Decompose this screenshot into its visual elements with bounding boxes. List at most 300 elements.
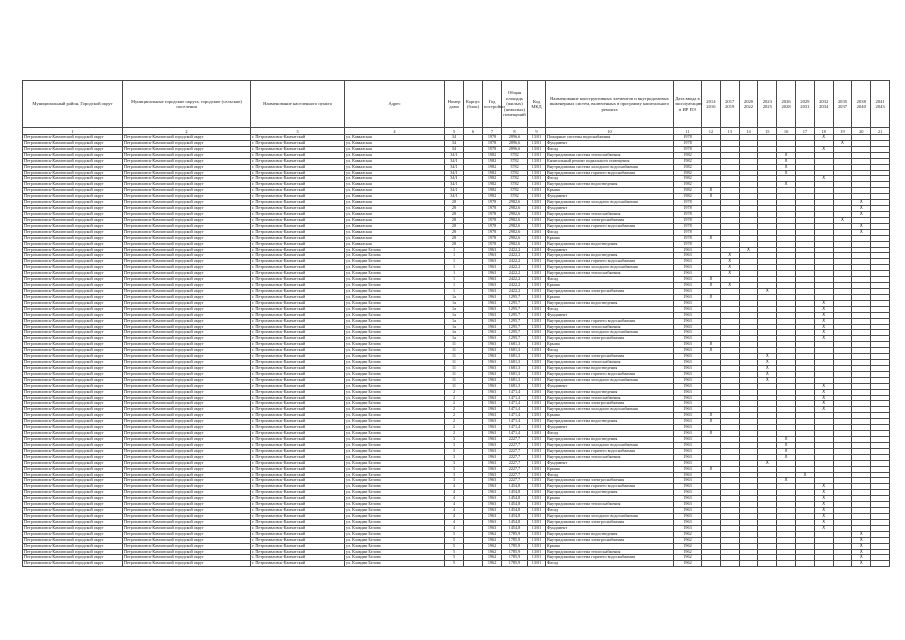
column-number: 11 [674,128,702,135]
area-cell: 1295,7 [502,300,528,306]
house-cell: 1а [445,318,464,324]
city-cell: г. Петропавловск-Камчатский [251,472,345,478]
code-cell: 13/01 [528,425,546,431]
area-cell: 1295,7 [502,324,528,330]
region-cell: Петропавловск-Камчатский городской округ [23,182,123,188]
settlement-cell: Петропавловск-Камчатский городской округ [123,508,251,514]
column-header: 2038 2040 [852,81,871,128]
period-mark: X [758,360,777,366]
code-cell: 13/01 [528,543,546,549]
city-cell: г. Петропавловск-Камчатский [251,448,345,454]
work-cell: Внутридомовая система теплоснабжения [546,454,674,460]
region-cell: Петропавловск-Камчатский городской округ [23,537,123,543]
region-cell: Петропавловск-Камчатский городской округ [23,241,123,247]
table-row [23,561,890,567]
period-mark: X [758,354,777,360]
area-cell: 1785,9 [502,543,528,549]
year-cell: 1963 [483,383,502,389]
date-cell: 1963 [674,383,702,389]
house-cell: 1а [445,300,464,306]
area-cell: 2227,7 [502,454,528,460]
column-number: 10 [546,128,674,135]
date-cell: 1963 [674,508,702,514]
street-cell: ул. Клавдии Белова [345,389,445,395]
work-cell: Фундамент [546,247,674,253]
year-cell: 1963 [483,318,502,324]
work-cell: Фундамент [546,425,674,431]
region-cell: Петропавловск-Камчатский городской округ [23,336,123,342]
period-mark: X [814,389,833,395]
region-cell: Петропавловск-Камчатский городской округ [23,342,123,348]
street-cell: ул. Клавдии Белова [345,383,445,389]
house-cell: 5 [445,537,464,543]
code-cell: 13/01 [528,146,546,152]
settlement-cell: Петропавловск-Камчатский городской округ [123,188,251,194]
area-cell: 2896,6 [502,135,528,141]
year-cell: 1963 [483,354,502,360]
code-cell: 13/01 [528,259,546,265]
year-cell: 1963 [483,306,502,312]
street-cell: ул. Клавдии Белова [345,531,445,537]
area-cell: 2227,7 [502,448,528,454]
year-cell: 1982 [483,182,502,188]
code-cell: 13/01 [528,377,546,383]
column-number: 8 [502,128,528,135]
street-cell: ул. Кавказская [345,152,445,158]
work-cell: Фасад [546,277,674,283]
region-cell: Петропавловск-Камчатский городской округ [23,176,123,182]
work-cell: Внутридомовая система холодного водоснабжения [546,200,674,206]
column-header: Код МКД [528,81,546,128]
house-cell: 4 [445,525,464,531]
date-cell: 1963 [674,300,702,306]
house-cell: 34/1 [445,170,464,176]
house-cell: 2 [445,395,464,401]
area-cell: 1454,8 [502,484,528,490]
region-cell: Петропавловск-Камчатский городской округ [23,235,123,241]
column-header: 2032 2034 [814,81,833,128]
settlement-cell: Петропавловск-Камчатский городской округ [123,431,251,437]
work-cell: Внутридомовая система горячего водоснабжения [546,555,674,561]
work-cell: Фундамент [546,194,674,200]
work-cell: Внутридомовая система теплоснабжения [546,152,674,158]
street-cell: ул. Клавдии Белова [345,543,445,549]
settlement-cell: Петропавловск-Камчатский городской округ [123,543,251,549]
year-cell: 1978 [483,211,502,217]
area-cell: 3782 [502,182,528,188]
region-cell: Петропавловск-Камчатский городской округ [23,401,123,407]
work-cell: Внутридомовая система горячего водоснабжения [546,484,674,490]
code-cell: 13/01 [528,437,546,443]
date-cell: 1963 [674,259,702,265]
code-cell: 13/01 [528,271,546,277]
year-cell: 1962 [483,537,502,543]
date-cell: 1963 [674,431,702,437]
region-cell: Петропавловск-Камчатский городской округ [23,484,123,490]
area-cell: 3782 [502,152,528,158]
column-number: 17 [795,128,814,135]
period-mark: X [814,318,833,324]
period-cell [739,561,758,567]
region-cell: Петропавловск-Камчатский городской округ [23,472,123,478]
work-cell: Крыша [546,235,674,241]
year-cell: 1963 [483,401,502,407]
code-cell: 13/01 [528,555,546,561]
work-cell: Фасад [546,229,674,235]
period-mark: X [720,265,739,271]
street-cell: ул. Клавдии Белова [345,360,445,366]
settlement-cell: Петропавловск-Камчатский городской округ [123,288,251,294]
code-cell: 13/01 [528,454,546,460]
year-cell: 1963 [483,413,502,419]
region-cell: Петропавловск-Камчатский городской округ [23,170,123,176]
city-cell: г. Петропавловск-Камчатский [251,371,345,377]
area-cell: 1454,8 [502,496,528,502]
street-cell: ул. Кавказская [345,241,445,247]
street-cell: ул. Клавдии Белова [345,460,445,466]
date-cell: 1978 [674,146,702,152]
city-cell: г. Петропавловск-Камчатский [251,377,345,383]
settlement-cell: Петропавловск-Камчатский городской округ [123,247,251,253]
year-cell: 1963 [483,472,502,478]
area-cell: 1681,3 [502,377,528,383]
code-cell: 13/01 [528,206,546,212]
region-cell: Петропавловск-Камчатский городской округ [23,294,123,300]
period-mark: X [814,383,833,389]
city-cell: г. Петропавловск-Камчатский [251,283,345,289]
area-cell: 1785,9 [502,531,528,537]
repair-schedule-table [22,80,890,567]
region-cell: Петропавловск-Камчатский городской округ [23,140,123,146]
year-cell: 1978 [483,200,502,206]
region-cell: Петропавловск-Камчатский городской округ [23,383,123,389]
settlement-cell: Петропавловск-Камчатский городской округ [123,348,251,354]
city-cell: г. Петропавловск-Камчатский [251,336,345,342]
code-cell: 13/01 [528,431,546,437]
street-cell: ул. Клавдии Белова [345,259,445,265]
city-cell: г. Петропавловск-Камчатский [251,431,345,437]
settlement-cell: Петропавловск-Камчатский городской округ [123,389,251,395]
column-header: 2026 2028 [777,81,796,128]
street-cell: ул. Кавказская [345,206,445,212]
area-cell: 3782 [502,188,528,194]
work-cell: Фасад [546,508,674,514]
date-cell: 1963 [674,401,702,407]
region-cell: Петропавловск-Камчатский городской округ [23,395,123,401]
code-cell: 13/01 [528,508,546,514]
settlement-cell: Петропавловск-Камчатский городской округ [123,200,251,206]
period-mark: X [777,442,796,448]
settlement-cell: Петропавловск-Камчатский городской округ [123,407,251,413]
date-cell: 1963 [674,247,702,253]
house-cell: 3 [445,454,464,460]
work-cell: Крыша [546,466,674,472]
year-cell: 1963 [483,442,502,448]
year-cell: 1978 [483,146,502,152]
date-cell: 1978 [674,223,702,229]
code-cell: 13/01 [528,330,546,336]
code-cell: 13/01 [528,140,546,146]
region-cell: Петропавловск-Камчатский городской округ [23,194,123,200]
city-cell: г. Петропавловск-Камчатский [251,217,345,223]
date-cell: 1962 [674,537,702,543]
area-cell: 1295,7 [502,330,528,336]
date-cell: 1963 [674,306,702,312]
work-cell: Фундамент [546,460,674,466]
city-cell: г. Петропавловск-Камчатский [251,200,345,206]
settlement-cell: Петропавловск-Камчатский городской округ [123,318,251,324]
date-cell: 1963 [674,413,702,419]
street-cell: ул. Клавдии Белова [345,265,445,271]
settlement-cell: Петропавловск-Камчатский городской округ [123,253,251,259]
city-cell: г. Петропавловск-Камчатский [251,460,345,466]
area-cell: 2422,2 [502,283,528,289]
house-cell: 34 [445,146,464,152]
area-cell: 1785,9 [502,555,528,561]
area-cell: 1471,4 [502,389,528,395]
period-mark: X [702,283,721,289]
settlement-cell: Петропавловск-Камчатский городской округ [123,283,251,289]
date-cell: 1963 [674,496,702,502]
date-cell: 1963 [674,448,702,454]
code-cell: 13/01 [528,294,546,300]
settlement-cell: Петропавловск-Камчатский городской округ [123,306,251,312]
region-cell: Петропавловск-Камчатский городской округ [23,543,123,549]
house-cell: 4 [445,519,464,525]
street-cell: ул. Кавказская [345,164,445,170]
street-cell: ул. Клавдии Белова [345,484,445,490]
house-cell: 34/1 [445,176,464,182]
date-cell: 1963 [674,283,702,289]
year-cell: 1978 [483,140,502,146]
house-cell: 1 [445,277,464,283]
city-cell: г. Петропавловск-Камчатский [251,354,345,360]
year-cell: 1963 [483,253,502,259]
city-cell: г. Петропавловск-Камчатский [251,365,345,371]
work-cell: Внутридомовая система электроснабжения [546,217,674,223]
house-cell: 34/1 [445,182,464,188]
street-cell: ул. Клавдии Белова [345,407,445,413]
code-cell: 13/01 [528,419,546,425]
settlement-cell: Петропавловск-Камчатский городской округ [123,502,251,508]
settlement-cell: Петропавловск-Камчатский городской округ [123,158,251,164]
settlement-cell: Петропавловск-Камчатский городской округ [123,300,251,306]
city-cell: г. Петропавловск-Камчатский [251,312,345,318]
year-cell: 1978 [483,135,502,141]
area-cell: 3782 [502,194,528,200]
code-cell: 13/01 [528,164,546,170]
work-cell: Внутридомовая система водоотведения [546,300,674,306]
period-mark: X [758,288,777,294]
region-cell: Петропавловск-Камчатский городской округ [23,259,123,265]
street-cell: ул. Клавдии Белова [345,502,445,508]
code-cell: 13/01 [528,229,546,235]
work-cell: Крыша [546,543,674,549]
street-cell: ул. Кавказская [345,235,445,241]
area-cell: 2982,6 [502,211,528,217]
region-cell: Петропавловск-Камчатский городской округ [23,164,123,170]
area-cell: 1295,7 [502,306,528,312]
year-cell: 1963 [483,294,502,300]
settlement-cell: Петропавловск-Камчатский городской округ [123,401,251,407]
city-cell: г. Петропавловск-Камчатский [251,324,345,330]
year-cell: 1963 [483,437,502,443]
city-cell: г. Петропавловск-Камчатский [251,330,345,336]
settlement-cell: Петропавловск-Камчатский городской округ [123,525,251,531]
date-cell: 1982 [674,182,702,188]
house-cell: 11 [445,365,464,371]
settlement-cell: Петропавловск-Камчатский городской округ [123,259,251,265]
code-cell: 13/01 [528,318,546,324]
area-cell: 2982,6 [502,229,528,235]
street-cell: ул. Клавдии Белова [345,377,445,383]
settlement-cell: Петропавловск-Камчатский городской округ [123,490,251,496]
period-cell [795,561,814,567]
period-mark: X [702,194,721,200]
area-cell: 1454,8 [502,490,528,496]
city-cell: г. Петропавловск-Камчатский [251,425,345,431]
settlement-cell: Петропавловск-Камчатский городской округ [123,472,251,478]
region-cell: Петропавловск-Камчатский городской округ [23,288,123,294]
date-cell: 1963 [674,454,702,460]
area-cell: 1681,3 [502,360,528,366]
area-cell: 2422,2 [502,271,528,277]
code-cell: 13/01 [528,188,546,194]
year-cell: 1978 [483,235,502,241]
area-cell: 1471,4 [502,425,528,431]
house-cell: 28 [445,206,464,212]
work-cell: Фундамент [546,206,674,212]
date-cell: 1963 [674,271,702,277]
settlement-cell: Петропавловск-Камчатский городской округ [123,342,251,348]
code-cell: 13/01 [528,253,546,259]
area-cell: 2982,6 [502,223,528,229]
code-cell: 13/01 [528,478,546,484]
code-cell: 13/01 [528,170,546,176]
period-mark: X [702,294,721,300]
year-cell: 1962 [483,561,502,567]
year-cell: 1963 [483,419,502,425]
work-cell: Внутридомовая система холодного водоснабжения [546,330,674,336]
city-cell: г. Петропавловск-Камчатский [251,277,345,283]
year-cell: 1962 [483,531,502,537]
settlement-cell: Петропавловск-Камчатский городской округ [123,271,251,277]
house-cell: 28 [445,235,464,241]
period-mark: X [702,188,721,194]
house-cell: 1 [445,247,464,253]
year-cell: 1978 [483,206,502,212]
house-cell: 34/1 [445,164,464,170]
column-header: Наименование конструктивных элементов и внутридомовых инженерных систем, включенных в программу капитального ремонта [546,81,674,128]
house-cell: 3 [445,466,464,472]
area-cell: 1295,7 [502,312,528,318]
period-mark: X [720,253,739,259]
settlement-cell: Петропавловск-Камчатский городской округ [123,454,251,460]
work-cell: Крыша [546,342,674,348]
city-cell: г. Петропавловск-Камчатский [251,170,345,176]
period-mark: X [814,176,833,182]
column-number: 16 [777,128,796,135]
year-cell: 1963 [483,514,502,520]
house-cell: 1а [445,336,464,342]
work-cell: Внутридомовая система горячего водоснабжения [546,259,674,265]
period-mark: X [777,164,796,170]
city-cell: г. Петропавловск-Камчатский [251,235,345,241]
work-cell: Внутридомовая система электроснабжения [546,478,674,484]
city-cell: г. Петропавловск-Камчатский [251,395,345,401]
settlement-cell: Петропавловск-Камчатский городской округ [123,377,251,383]
code-cell: 13/01 [528,182,546,188]
work-cell: Внутридомовая система водоотведения [546,253,674,259]
area-cell: 1454,8 [502,519,528,525]
house-cell: 3 [445,478,464,484]
region-cell: Петропавловск-Камчатский городской округ [23,377,123,383]
year-cell: 1963 [483,277,502,283]
region-cell: Петропавловск-Камчатский городской округ [23,407,123,413]
date-cell: 1978 [674,229,702,235]
region-cell: Петропавловск-Камчатский городской округ [23,448,123,454]
city-cell: г. Петропавловск-Камчатский [251,419,345,425]
code-cell: 13/01 [528,283,546,289]
date-cell: 1963 [674,389,702,395]
date-cell: 1962 [674,555,702,561]
work-cell: Фундамент [546,525,674,531]
table-body [23,135,890,567]
house-cell: 28 [445,211,464,217]
house-cell: 4 [445,514,464,520]
settlement-cell: Петропавловск-Камчатский городской округ [123,442,251,448]
code-cell: 13/01 [528,342,546,348]
settlement-cell: Петропавловск-Камчатский городской округ [123,146,251,152]
city-cell: г. Петропавловск-Камчатский [251,543,345,549]
period-mark: X [702,419,721,425]
house-cell: 11 [445,383,464,389]
period-mark: X [720,271,739,277]
period-mark: X [814,336,833,342]
region-cell: Петропавловск-Камчатский городской округ [23,514,123,520]
area-cell: 2896,6 [502,140,528,146]
region-cell: Петропавловск-Камчатский городской округ [23,152,123,158]
city-cell: г. Петропавловск-Камчатский [251,265,345,271]
region-cell: Петропавловск-Камчатский городской округ [23,431,123,437]
area-cell: 2896,6 [502,146,528,152]
work-cell: Внутридомовая система электроснабжения [546,401,674,407]
street-cell: ул. Кавказская [345,223,445,229]
work-cell: Внутридомовая система электроснабжения [546,537,674,543]
code-cell: 13/01 [528,519,546,525]
period-mark: X [814,300,833,306]
region-cell: Петропавловск-Камчатский городской округ [23,454,123,460]
street-cell: ул. Кавказская [345,140,445,146]
date-cell: 1963 [674,490,702,496]
region-cell: Петропавловск-Камчатский городской округ [23,371,123,377]
house-cell: 34/1 [445,152,464,158]
code-cell: 13/01 [528,176,546,182]
house-cell: 3 [445,448,464,454]
period-mark: X [814,312,833,318]
street-cell: ул. Клавдии Белова [345,514,445,520]
work-cell: Внутридомовая система электроснабжения [546,336,674,342]
region-cell: Петропавловск-Камчатский городской округ [23,478,123,484]
city-cell: г. Петропавловск-Камчатский [251,288,345,294]
region-cell: Петропавловск-Камчатский городской округ [23,442,123,448]
house-cell: 1а [445,294,464,300]
column-number: 18 [814,128,833,135]
house-cell: 4 [445,490,464,496]
city-cell: г. Петропавловск-Камчатский [251,247,345,253]
year-cell: 1963 [483,484,502,490]
work-cell: Внутридомовая система электроснабжения [546,288,674,294]
